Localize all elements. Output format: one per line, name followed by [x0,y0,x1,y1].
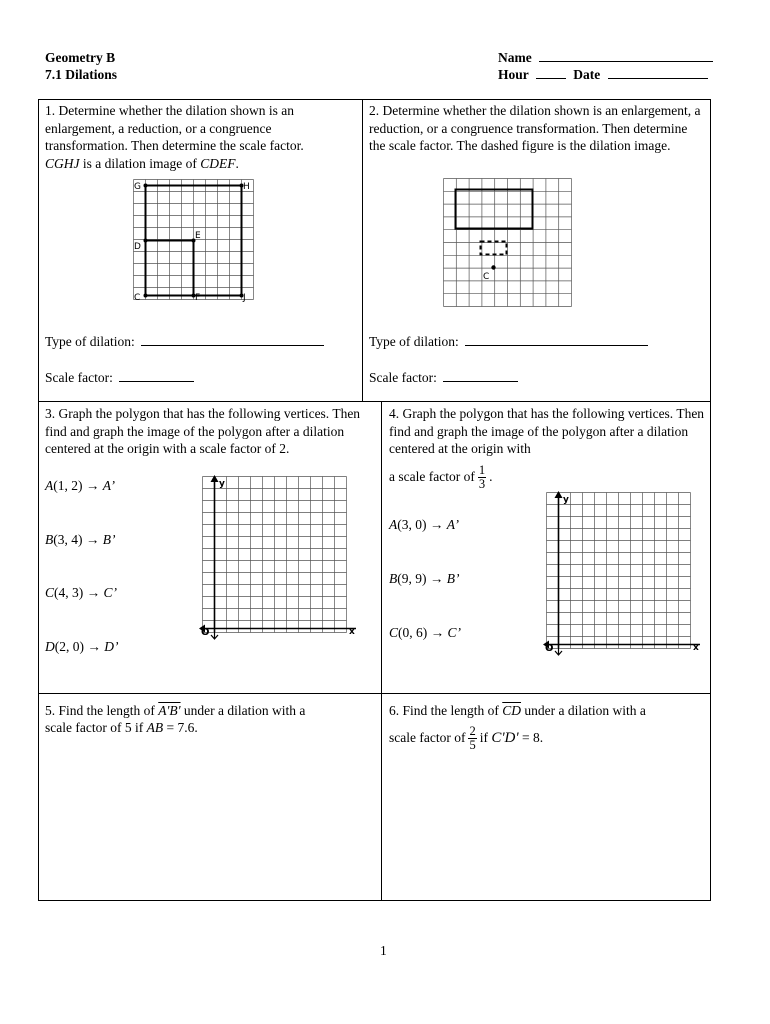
q1-label-f: F [195,293,201,303]
q3-y-arrow-down [211,632,218,639]
q4-y-arrow [555,491,563,498]
q1-type-label: Type of dilation: [45,334,135,349]
q2-dashed-image-rect [481,242,507,255]
q4-x-label: x [693,643,699,653]
date-blank[interactable] [608,66,708,79]
q3-vertex-c: C(4, 3) → C’ [45,585,118,600]
q2-scale-label: Scale factor: [369,370,437,385]
q4-y-arrow-down [555,648,562,655]
name-label: Name [498,50,532,65]
section-title: 7.1 Dilations [45,67,118,82]
course-title: Geometry B [45,50,116,65]
q1-prompt: 1. Determine whether the dilation shown is an enlargement, a reduction, or a congruence transformation. Then determine the scale factor. [45,103,304,153]
q2-scale-line [369,369,518,387]
q1-note: CGHJ is a dilation image of CDEF. [45,156,239,171]
q5-segment: A'B' [158,703,181,718]
q6-scale-fraction: $\frac{2}{5}$ [469,724,476,753]
name-line [498,49,713,66]
q1-scale-blank[interactable] [119,369,194,382]
q1-point-g [144,184,148,188]
q4-scale-fraction: $\frac{1}{3}$ [478,463,486,492]
q4-vertex-b: B(9, 9) → B’ [389,571,460,586]
q1-scale-line [45,369,194,387]
q2-label-c: C [483,272,490,282]
q2-original-rect [456,190,533,229]
q3-prompt: 3. Graph the polygon that has the following vertices. Then find and graph the image of the polygon after a dilation centered at the origin with a scale factor of 2. [45,406,361,456]
q4-vertex-c: C(0, 6) → C’ [389,625,462,640]
q4-origin-label: O [545,643,554,654]
q1-label-j: J [243,293,246,303]
q1-label-c: C [134,293,141,303]
q2-type-label: Type of dilation: [369,334,459,349]
q1-figure [132,178,258,304]
hour-label: Hour [498,67,529,82]
q3-origin-label: O [201,627,210,638]
q4-prompt: 4. Graph the polygon that has the following vertices. Then find and graph the image of the polygon after a dilation centered at the origin with [389,406,705,456]
q1-scale-label: Scale factor: [45,370,113,385]
q3-vertex-a: A(1, 2) → A’ [45,478,115,493]
page-number: 1 [380,943,387,958]
q2-point-c [491,265,495,269]
q6-line2: scale factor of $\frac{2}{5}$ if C'D' = 8. [389,724,544,753]
date-label: Date [573,67,601,82]
q4-vertex-a: A(3, 0) → A’ [389,517,459,532]
q3-vertex-b: B(3, 4) → B’ [45,532,116,547]
q3-vertex-d: D(2, 0) → D’ [45,639,119,654]
q1-label-g: G [134,182,141,192]
q1-label-e: E [195,231,201,241]
q2-type-line [369,333,648,351]
hour-date-line [498,66,708,83]
q4-scale-line: a scale factor of $\frac{1}{3}$ . [389,463,493,492]
q6-line1: 6. Find the length of $\overline{CD}$ under a dilation with a [389,703,646,718]
name-blank[interactable] [539,49,713,62]
q2-type-blank[interactable] [465,333,648,346]
q1-label-d: D [134,242,141,252]
q3-y-arrow [211,475,219,482]
q1-label-h: H [243,182,250,192]
q3-coordinate-grid[interactable] [198,474,360,640]
q1-point-c [144,294,148,298]
q4-y-label: y [563,495,569,505]
q1-type-line [45,333,324,351]
q4-coordinate-grid[interactable] [542,490,704,656]
q2-figure [442,177,572,309]
q5-line2: scale factor of 5 if AB = 7.6. [45,720,198,735]
q5-line1: 5. Find the length of A'B' under a dilation with a [45,703,306,718]
q6-segment: $\overline{CD}$ [502,703,522,718]
q2-scale-blank[interactable] [443,369,518,382]
q3-x-label: x [349,627,355,637]
hour-blank[interactable] [536,66,566,79]
q2-prompt: 2. Determine whether the dilation shown is an enlargement, a reduction, or a congruence transformation. Then determine the scale factor. The dashed figure is the dilation image. [369,103,701,153]
q3-y-label: y [219,479,225,489]
q1-point-d [144,239,148,243]
q1-type-blank[interactable] [141,333,324,346]
